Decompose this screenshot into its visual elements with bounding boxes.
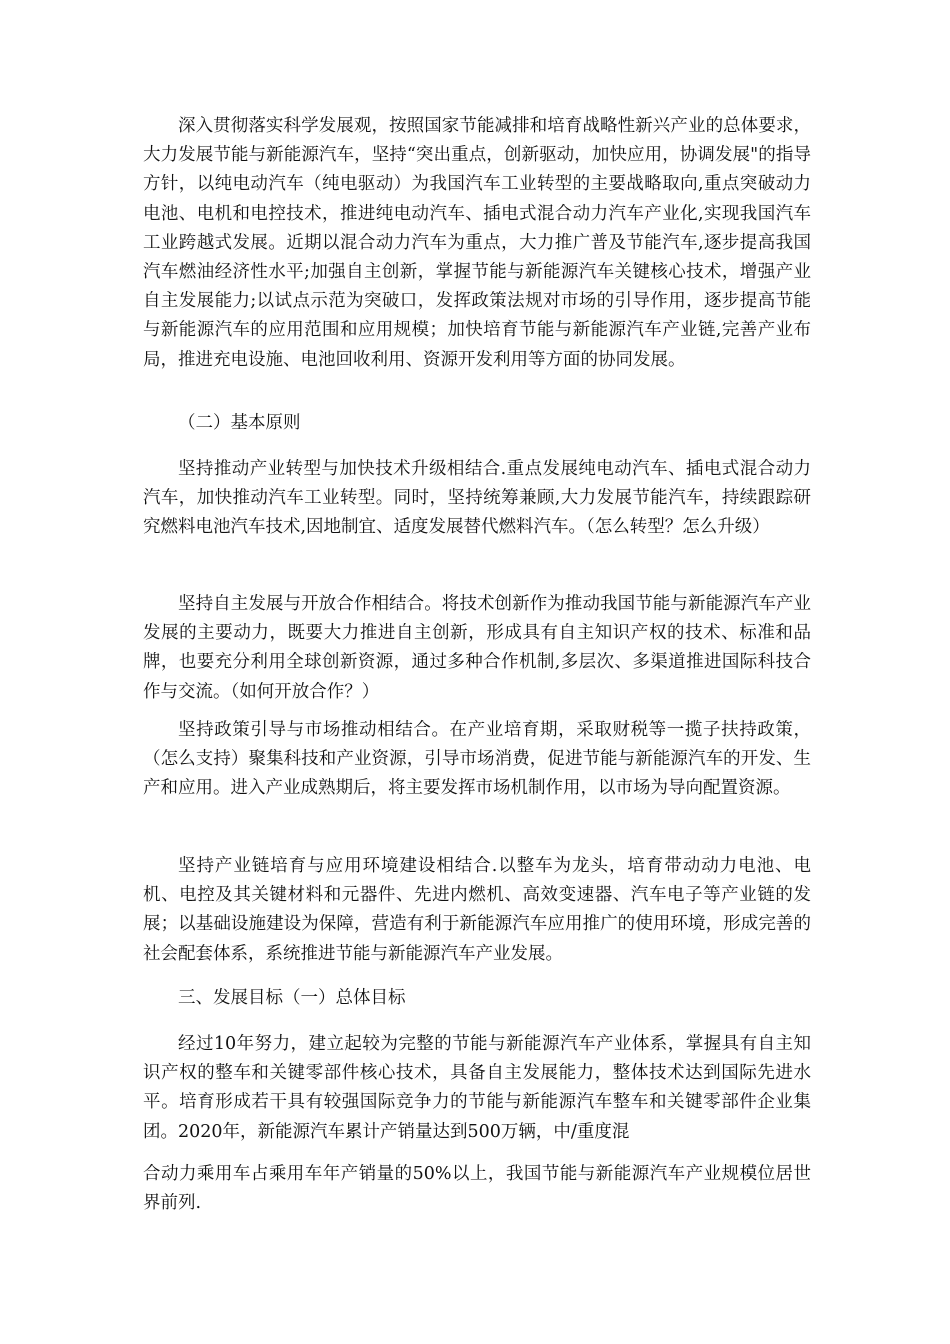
paragraph-overall-goal-continued: 合动力乘用车占乘用车年产销量的50%以上，我国节能与新能源汽车产业规模位居世界前列. xyxy=(143,1164,811,1214)
paragraph-guiding-principle: 深入贯彻落实科学发展观，按照国家节能减排和培育战略性新兴产业的总体要求，大力发展节能与新能源汽车，坚持“突出重点，创新驱动，加快应用，协调发展"的指导方针，以纯电动汽车（纯电驱动）为我国汽车工业转型的主要战略取向,重点突破动力电池、电机和电控技术，推进纯电动汽车、插电式混合动力汽车产业化,实现我国汽车工业跨越式发展。近期以混合动力汽车为重点，大力推广普及节能汽车,逐步提高我国汽车燃油经济性水平;加强自主创新，掌握节能与新能源汽车关键核心技术，增强产业自主发展能力;以试点示范为突破口，发挥政策法规对市场的引导作用，逐步提高节能与新能源汽车的应用范围和应用规模；加快培育节能与新能源汽车产业链,完善产业布局，推进充电设施、电池回收利用、资源开发利用等方面的协同发展。 xyxy=(143,116,811,370)
paragraph-industry-transformation: 坚持推动产业转型与加快技术升级相结合.重点发展纯电动汽车、插电式混合动力汽车，加快推动汽车工业转型。同时，坚持统筹兼顾,大力发展节能汽车，持续跟踪研究燃料电池汽车技术,因地制宜、适度发展替代燃料汽车。（怎么转型？怎么升级） xyxy=(143,459,811,538)
paragraph-overall-goal: 经过10年努力，建立起较为完整的节能与新能源汽车产业体系，掌握具有自主知识产权的整车和关键零部件核心技术，具备自主发展能力，整体技术达到国际先进水平。培育形成若干具有较强国际竞争力的节能与新能源汽车整车和关键零部件企业集团。2020年，新能源汽车累计产销量达到500万辆，中/重度混 xyxy=(143,1034,811,1142)
paragraph-industry-chain: 坚持产业链培育与应用环境建设相结合.以整车为龙头，培育带动动力电池、电机、电控及其关键材料和元器件、先进内燃机、高效变速器、汽车电子等产业链的发展；以基础设施建设为保障，营造有利于新能源汽车应用推广的使用环境，形成完善的社会配套体系，系统推进节能与新能源汽车产业发展。 xyxy=(143,856,811,964)
heading-basic-principles: （二）基本原则 xyxy=(178,413,301,433)
heading-development-goals: 三、发展目标（一）总体目标 xyxy=(178,988,406,1008)
paragraph-open-cooperation: 坚持自主发展与开放合作相结合。将技术创新作为推动我国节能与新能源汽车产业发展的主要动力，既要大力推进自主创新，形成具有自主知识产权的技术、标准和品牌，也要充分利用全球创新资源，通过多种合作机制,多层次、多渠道推进国际科技合作与交流。（如何开放合作？） xyxy=(143,594,811,702)
paragraph-policy-market: 坚持政策引导与市场推动相结合。在产业培育期，采取财税等一揽子扶持政策，（怎么支持）聚集科技和产业资源，引导市场消费，促进节能与新能源汽车的开发、生产和应用。进入产业成熟期后，将主要发挥市场机制作用，以市场为导向配置资源。 xyxy=(143,720,811,799)
